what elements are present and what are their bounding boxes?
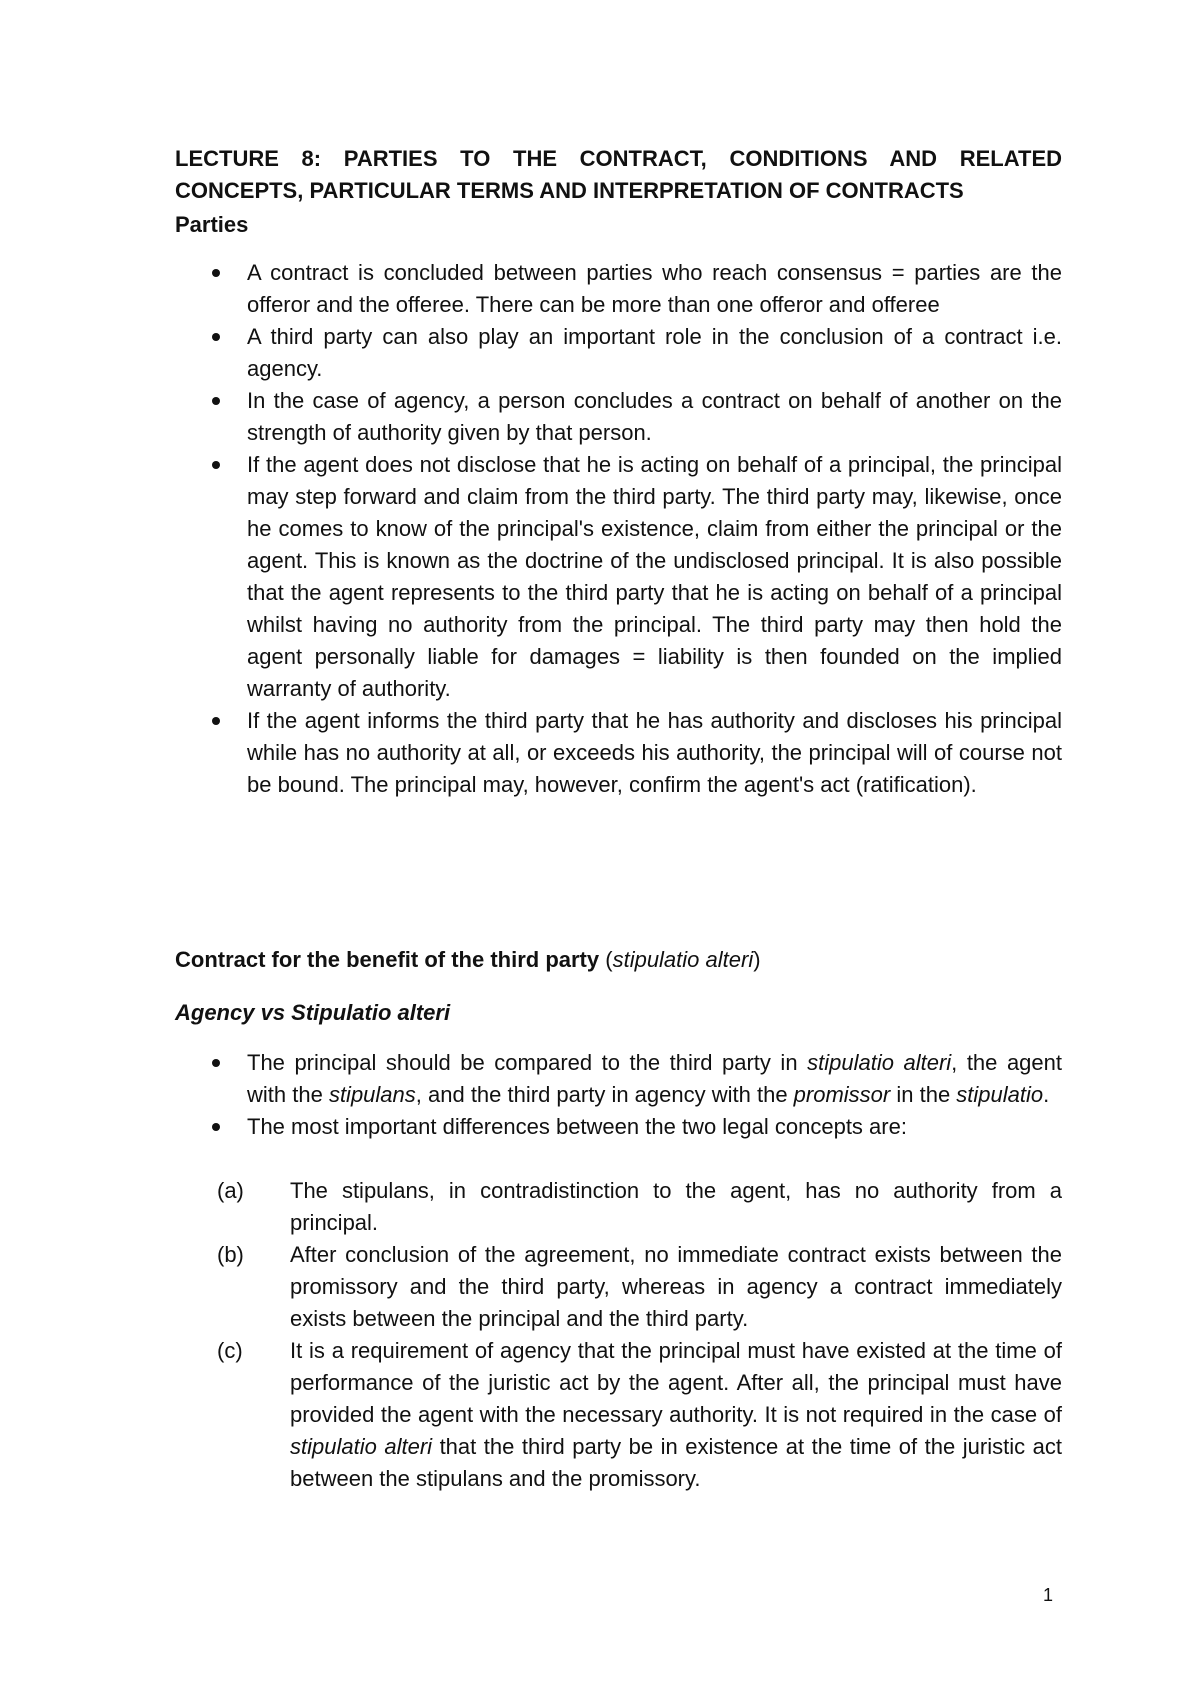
item-marker: (b) <box>217 1242 244 1267</box>
italic-term: promissor <box>793 1082 891 1107</box>
agency-bullet-list <box>175 1047 1062 1143</box>
section-heading-parties: Parties <box>175 212 249 237</box>
text-run: in the <box>890 1082 957 1107</box>
text-run: that the third party be in existence at the time of the juristic act between the stipulans and the promissory. <box>290 1434 1062 1491</box>
list-item: A third party can also play an important role in the conclusion of a contract i.e. agency. <box>175 321 1062 385</box>
section-heading-agency-vs-stipulatio: Agency vs Stipulatio alteri <box>175 1000 451 1025</box>
italic-term: stipulatio alteri <box>290 1434 433 1459</box>
parties-bullet-list <box>175 257 1062 801</box>
item-marker: (a) <box>217 1178 244 1203</box>
list-item: A contract is concluded between parties who reach consensus = parties are the offeror and the offeree. There can be more than one offeror and offeree <box>175 257 1062 321</box>
list-item: The most important differences between the two legal concepts are: <box>175 1111 1062 1143</box>
section-heading-contract-benefit <box>175 944 761 976</box>
differences-list <box>175 1175 1062 1495</box>
difference-item-a <box>175 1175 1062 1239</box>
italic-term: stipulatio <box>956 1082 1044 1107</box>
page-number: 1 <box>1043 1585 1054 1605</box>
contract-heading-close: ) <box>753 947 761 972</box>
text-run: The principal should be compared to the third party in <box>247 1050 808 1075</box>
text-run: , the agent with the <box>247 1050 1062 1107</box>
text-run: . <box>1043 1082 1050 1107</box>
difference-item-b <box>175 1239 1062 1335</box>
list-item: If the agent does not disclose that he is acting on behalf of a principal, the principal may step forward and claim from the third party. The third party may, likewise, once he comes to know of the principal's existence, claim from either the principal or the agent. This is known as the doctrine of the undisclosed principal. It is also possible that the agent represents to the third party that he is acting on behalf of a principal whilst having no authority from the principal. The third party may then hold the agent personally liable for damages = liability is then founded on the implied warranty of authority. <box>175 449 1062 705</box>
list-item: If the agent informs the third party that he has authority and discloses his principal while has no authority at all, or exceeds his authority, the principal will of course not be bound. The principal may, however, confirm the agent's act (ratification). <box>175 705 1062 801</box>
italic-term: stipulatio alteri <box>807 1050 952 1075</box>
lecture-title: LECTURE 8: PARTIES TO THE CONTRACT, CONDITIONS AND RELATED CONCEPTS, PARTICULAR TERMS AND INTERPRETATION OF CONTRACTS <box>175 146 1062 203</box>
difference-item-c <box>175 1335 1062 1495</box>
list-item <box>175 1047 1062 1111</box>
item-marker: (c) <box>217 1338 243 1363</box>
contract-heading-open: ( <box>599 947 613 972</box>
contract-heading-italic: stipulatio alteri <box>612 947 754 972</box>
italic-term: stipulans <box>328 1082 416 1107</box>
text-run: It is a requirement of agency that the principal must have existed at the time of performance of the juristic act by the agent. After all, the principal must have provided the agent with the necessary authority. It is not required in the case of <box>290 1338 1062 1427</box>
list-item: In the case of agency, a person concludes a contract on behalf of another on the strength of authority given by that person. <box>175 385 1062 449</box>
item-text: After conclusion of the agreement, no immediate contract exists between the promissory and the third party, whereas in agency a contract immediately exists between the principal and the third party. <box>290 1242 1062 1331</box>
item-text: The stipulans, in contradistinction to the agent, has no authority from a principal. <box>290 1178 1062 1235</box>
text-run: , and the third party in agency with the <box>415 1082 794 1107</box>
contract-heading-bold: Contract for the benefit of the third party <box>175 947 600 972</box>
